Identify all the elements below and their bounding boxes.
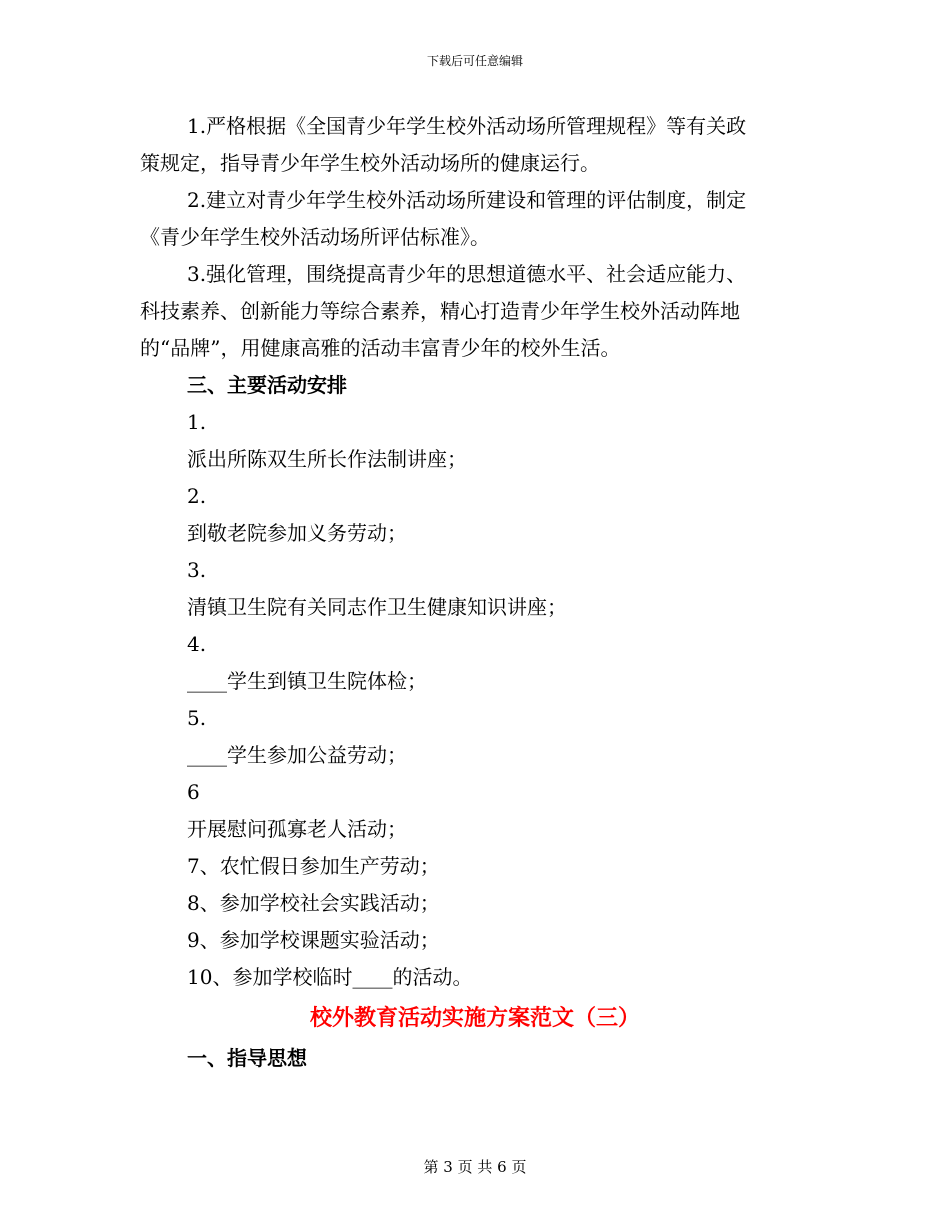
activity-item-text: ____学生参加公益劳动；	[187, 743, 407, 767]
page-footer: 第 3 页 共 6 页	[423, 1158, 527, 1176]
paragraph-3-line-2: 科技素养、创新能力等综合素养，精心打造青少年学生校外活动阵地	[140, 299, 740, 323]
activity-item-number: 5.	[187, 706, 207, 730]
activity-item-text: 开展慰问孤寡老人活动；	[187, 817, 407, 841]
activity-item-number: 3.	[187, 558, 207, 582]
activity-item: 7、农忙假日参加生产劳动；	[187, 854, 440, 878]
activity-item-text: 派出所陈双生所长作法制讲座；	[187, 447, 467, 471]
activity-item: 8、参加学校社会实践活动；	[187, 891, 440, 915]
section-heading-activities: 三、主要活动安排	[187, 373, 347, 397]
activity-item-text: 到敬老院参加义务劳动；	[187, 521, 407, 545]
activity-item: 9、参加学校课题实验活动；	[187, 928, 440, 952]
paragraph-2-line-1: 2.建立对青少年学生校外活动场所建设和管理的评估制度，制定	[187, 188, 747, 212]
section-heading-guiding-ideology: 一、指导思想	[187, 1046, 307, 1070]
paragraph-2-line-2: 《青少年学生校外活动场所评估标准》。	[140, 225, 490, 249]
paragraph-1-line-1: 1.严格根据《全国青少年学生校外活动场所管理规程》等有关政	[187, 114, 747, 138]
activity-item-number: 1.	[187, 410, 207, 434]
activity-item-number: 6	[187, 780, 200, 804]
paragraph-3-line-1: 3.强化管理，围绕提高青少年的思想道德水平、社会适应能力、	[187, 262, 747, 286]
section-title-red: 校外教育活动实施方案范文（三）	[309, 1005, 640, 1031]
paragraph-3-line-3: 的“品牌”，用健康高雅的活动丰富青少年的校外生活。	[140, 336, 621, 360]
activity-item-text: ____学生到镇卫生院体检；	[187, 669, 427, 693]
activity-item: 10、参加学校临时____的活动。	[187, 965, 473, 989]
activity-item-number: 4.	[187, 632, 207, 656]
paragraph-1-line-2: 策规定，指导青少年学生校外活动场所的健康运行。	[140, 151, 600, 175]
activity-item-text: 清镇卫生院有关同志作卫生健康知识讲座；	[187, 595, 567, 619]
page-header: 下载后可任意编辑	[426, 54, 523, 68]
activity-item-number: 2.	[187, 484, 207, 508]
